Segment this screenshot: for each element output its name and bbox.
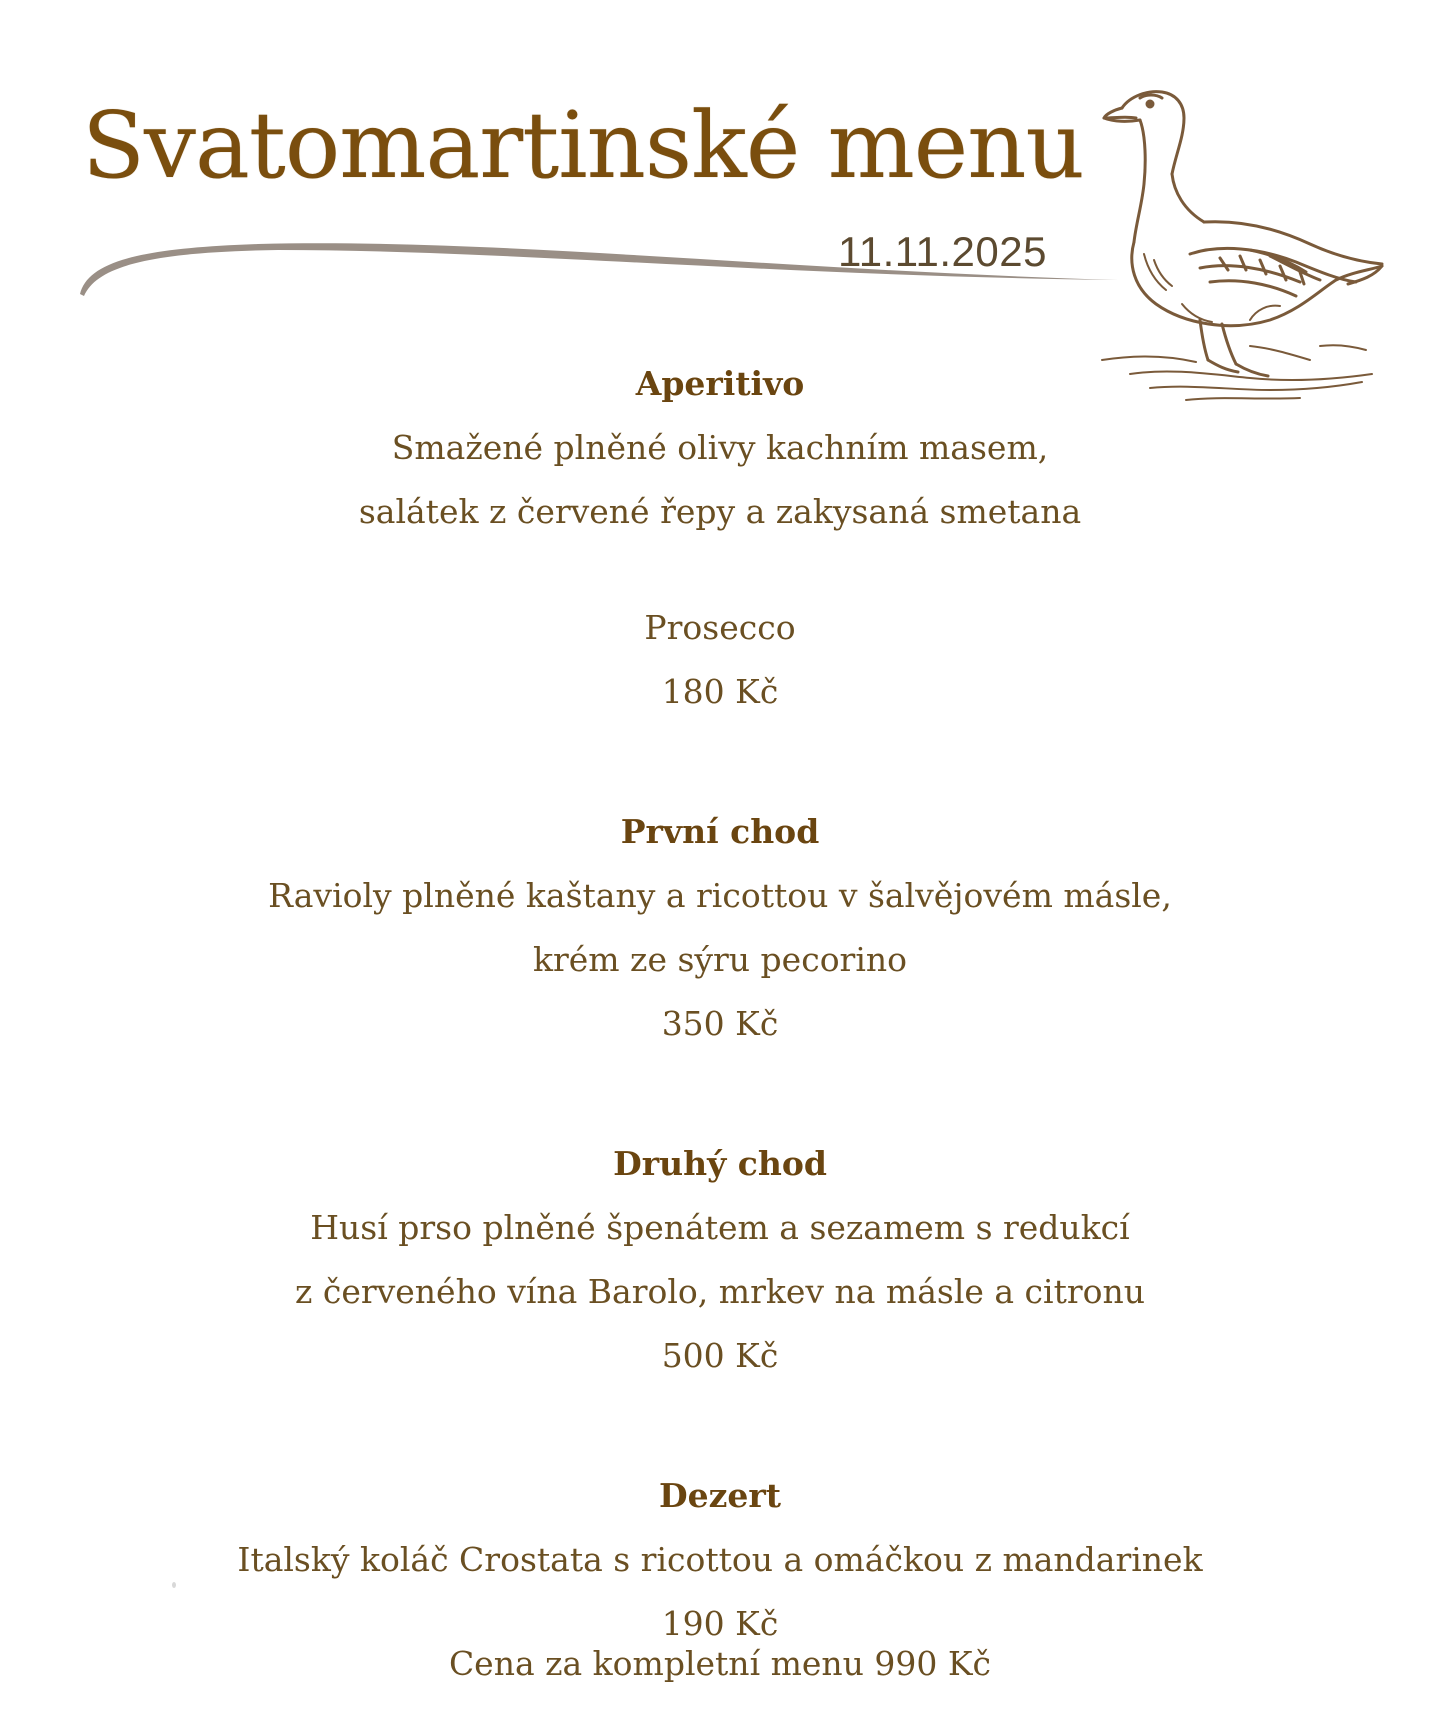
course-description-line: salátek z červené řepy a zakysaná smetana [358, 492, 1082, 531]
decorative-swoosh [78, 240, 1118, 320]
course-description-line: Smažené plněné olivy kachním masem, [391, 428, 1049, 467]
course-dessert [120, 1464, 1320, 1656]
event-date: 11.11.2025 [838, 228, 1047, 275]
course-title: Dezert [659, 1476, 781, 1515]
menu-body [120, 352, 1320, 1732]
course-description-line: krém ze sýru pecorino [532, 940, 908, 979]
course-price: 500 Kč [661, 1336, 779, 1375]
page-title: Svatomartinské menu [82, 92, 1084, 199]
course-aperitivo [120, 352, 1320, 724]
course-second [120, 1132, 1320, 1388]
speck-mark [172, 1582, 176, 1588]
spacer [120, 544, 1320, 596]
course-drink: Prosecco [644, 608, 796, 647]
course-price: 350 Kč [661, 1004, 779, 1043]
course-description-line: Ravioly plněné kaštany a ricottou v šalvějovém másle, [268, 876, 1172, 915]
course-title: Aperitivo [635, 364, 805, 403]
course-description-line: Italský koláč Crostata s ricottou a omáčkou z mandarinek [237, 1540, 1203, 1579]
course-description-line: Husí prso plněné špenátem a sezamem s redukcí [310, 1208, 1130, 1247]
total-price: Cena za kompletní menu 990 Kč [448, 1644, 992, 1683]
course-description-line: z červeného vína Barolo, mrkev na másle a citronu [294, 1272, 1146, 1311]
course-title: Druhý chod [613, 1144, 827, 1183]
course-title: První chod [620, 812, 820, 851]
course-first [120, 800, 1320, 1056]
course-price: 180 Kč [661, 672, 779, 711]
course-price: 190 Kč [661, 1604, 779, 1643]
